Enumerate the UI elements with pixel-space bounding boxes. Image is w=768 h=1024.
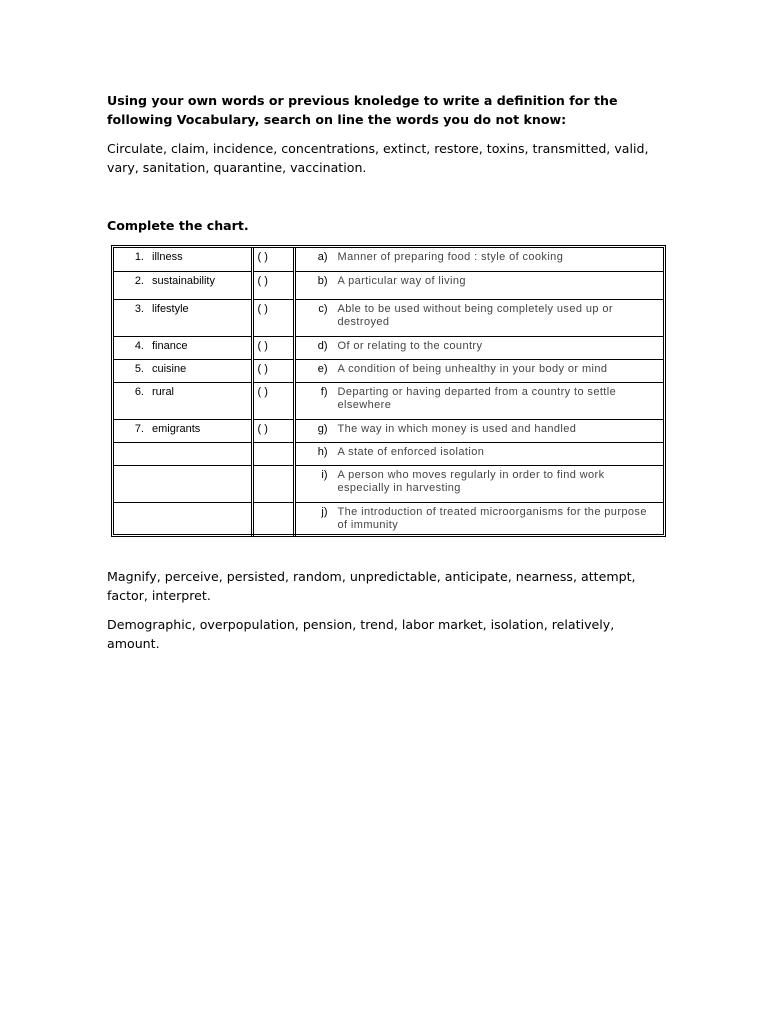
word-cell: [114, 336, 252, 359]
definition-cell: [294, 336, 663, 359]
definition-letter: e): [317, 362, 328, 375]
item-number: 5.: [134, 362, 144, 375]
matching-chart: [111, 245, 666, 537]
table-row: [114, 465, 663, 502]
word-cell: [114, 271, 252, 299]
definition-cell: [294, 442, 663, 465]
definition-letter: j): [321, 505, 328, 518]
vocab-word: illness: [152, 251, 183, 263]
table-row: [114, 336, 663, 359]
definition-letter: f): [320, 385, 328, 398]
item-number: 3.: [134, 302, 144, 315]
word-cell: [114, 359, 252, 382]
vocab-word: finance: [152, 339, 188, 352]
definition-text: Manner of preparing food : style of cooking: [337, 251, 564, 263]
definition-text: The introduction of treated microorganisms for the purpose of immunity: [337, 505, 647, 531]
definition-letter: b): [317, 274, 328, 287]
table-row: [114, 382, 663, 419]
definition-letter: a): [317, 251, 328, 263]
definition-cell: [294, 465, 663, 502]
item-number: 1.: [134, 251, 144, 263]
chart-heading: Complete the chart.: [107, 218, 249, 233]
table-row: [114, 419, 663, 442]
answer-blank[interactable]: ( ): [252, 299, 294, 336]
item-number: 6.: [134, 385, 144, 398]
definition-letter: c): [318, 302, 328, 315]
word-cell: [114, 248, 252, 271]
instructions-text: Using your own words or previous knoledge to write a definition for the following Vocabulary, search on line the words you do not know:: [107, 93, 618, 127]
answer-blank[interactable]: ( ): [252, 382, 294, 419]
definition-letter: d): [317, 339, 328, 352]
vocabulary-list-1: Circulate, claim, incidence, concentrations, extinct, restore, toxins, transmitted, valid, vary, sanitation, quarantine, vaccination.: [107, 141, 649, 175]
definition-cell: [294, 382, 663, 419]
definition-text: A particular way of living: [337, 274, 466, 287]
item-number: 4.: [134, 339, 144, 352]
definition-cell: [294, 271, 663, 299]
vocab-word: sustainability: [152, 274, 215, 287]
definition-cell: [294, 359, 663, 382]
word-cell: [114, 442, 252, 465]
definition-letter: g): [317, 422, 328, 435]
definition-text: Of or relating to the country: [337, 339, 483, 352]
answer-blank[interactable]: [252, 502, 294, 536]
vocab-word: cuisine: [152, 362, 187, 375]
table-row: [114, 299, 663, 336]
word-cell: [114, 419, 252, 442]
item-number: 7.: [134, 422, 144, 435]
table-row: [114, 271, 663, 299]
word-cell: [114, 299, 252, 336]
table-row: [114, 248, 663, 271]
item-number: 2.: [134, 274, 144, 287]
word-cell: [114, 465, 252, 502]
definition-text: The way in which money is used and handled: [337, 422, 577, 435]
definition-text: A condition of being unhealthy in your body or mind: [337, 362, 608, 375]
answer-blank[interactable]: ( ): [252, 248, 294, 271]
vocab-word: emigrants: [152, 422, 201, 435]
answer-blank[interactable]: [252, 442, 294, 465]
definition-text: A state of enforced isolation: [337, 445, 485, 458]
definition-cell: [294, 419, 663, 442]
vocabulary-list-3: Demographic, overpopulation, pension, trend, labor market, isolation, relatively, amount.: [107, 617, 615, 651]
table-row: [114, 442, 663, 465]
answer-blank[interactable]: [252, 465, 294, 502]
vocabulary-list-2: Magnify, perceive, persisted, random, unpredictable, anticipate, nearness, attempt, factor, interpret.: [107, 569, 636, 603]
answer-blank[interactable]: ( ): [252, 271, 294, 299]
answer-blank[interactable]: ( ): [252, 336, 294, 359]
table-row: [114, 359, 663, 382]
word-cell: [114, 382, 252, 419]
vocab-word: lifestyle: [152, 302, 189, 315]
answer-blank[interactable]: ( ): [252, 359, 294, 382]
definition-text: Able to be used without being completely used up or destroyed: [337, 302, 613, 328]
matching-table: [114, 248, 663, 536]
definition-letter: h): [317, 445, 328, 458]
definition-letter: i): [321, 468, 328, 481]
definition-text: A person who moves regularly in order to find work especially in harvesting: [337, 468, 605, 494]
definition-cell: [294, 299, 663, 336]
vocab-word: rural: [152, 385, 175, 398]
definition-cell: [294, 248, 663, 271]
definition-text: Departing or having departed from a country to settle elsewhere: [337, 385, 617, 411]
table-row: [114, 502, 663, 536]
answer-blank[interactable]: ( ): [252, 419, 294, 442]
word-cell: [114, 502, 252, 536]
definition-cell: [294, 502, 663, 536]
